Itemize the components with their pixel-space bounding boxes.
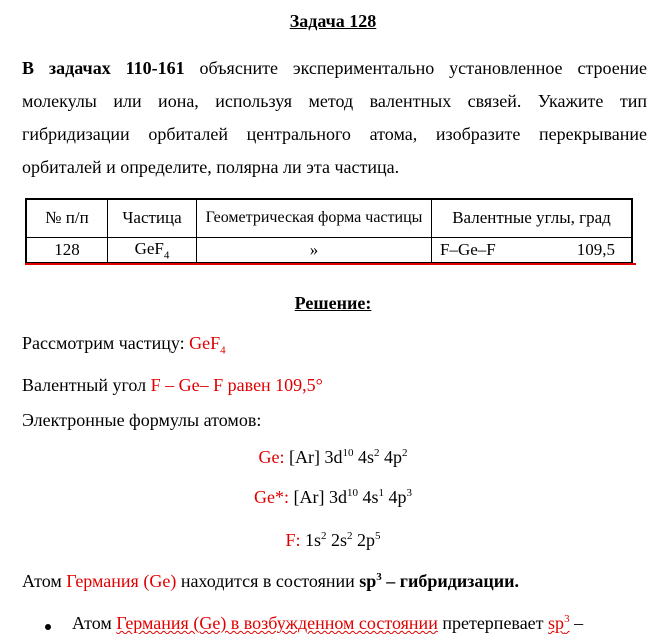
formula-ge: Ge: [Ar] $3d^{10}$ $4s^2$ $4p^2$ (258, 447, 408, 467)
header-particle: Частица (108, 199, 197, 237)
task-title: Задача 128 (289, 11, 377, 31)
formula-f: F: $1s^2$ $2s^2$ $2p^5$ (285, 530, 381, 550)
table-row (26, 237, 632, 263)
cell-number: 128 (26, 237, 108, 263)
cell-bond: F–Ge–F (440, 239, 496, 259)
electron-formulas-label: Электронные формулы атомов: (22, 410, 262, 430)
task-body: объясните экспериментально установленное строение молекулы или иона, используя метод валентных связей. Укажите тип гибридизации орбиталей центрального атома, изобразите перекрывание орбиталей и определите, полярна ли эта частица. (22, 58, 647, 177)
cell-angle-value: 109,5 (576, 239, 615, 259)
table-header-row (26, 199, 632, 237)
cell-angles (432, 237, 633, 263)
red-underline (25, 263, 636, 265)
task-text (22, 52, 647, 184)
atom-state-line: Атом Германия (Ge) находится в состоянии $sp^3$ – гибридизации. (22, 571, 520, 591)
valence-angle-line: Валентный угол F – Ge– F равен 109,5° (22, 375, 323, 395)
bullet-line: Атом Германия (Ge) в возбужденном состоянии претерпевает $sp^3$ – (72, 613, 584, 633)
bullet-dot (45, 624, 51, 630)
task-table (25, 198, 633, 264)
solution-heading: Решение: (294, 293, 372, 313)
header-geometry: Геометрическая форма частицы (197, 199, 432, 237)
formula-ge-excited: Ge*: [Ar] $3d^{10}$ $4s^1$ $4p^3$ (254, 487, 412, 507)
cell-particle: GeF$_4$ (108, 237, 197, 263)
header-angles: Валентные углы, град (432, 199, 633, 237)
task-range: В задачах 110-161 (22, 58, 185, 78)
consider-line: Рассмотрим частицу: GeF$_4$ (22, 333, 226, 357)
header-number: № п/п (26, 199, 108, 237)
cell-geometry: » (197, 237, 432, 263)
